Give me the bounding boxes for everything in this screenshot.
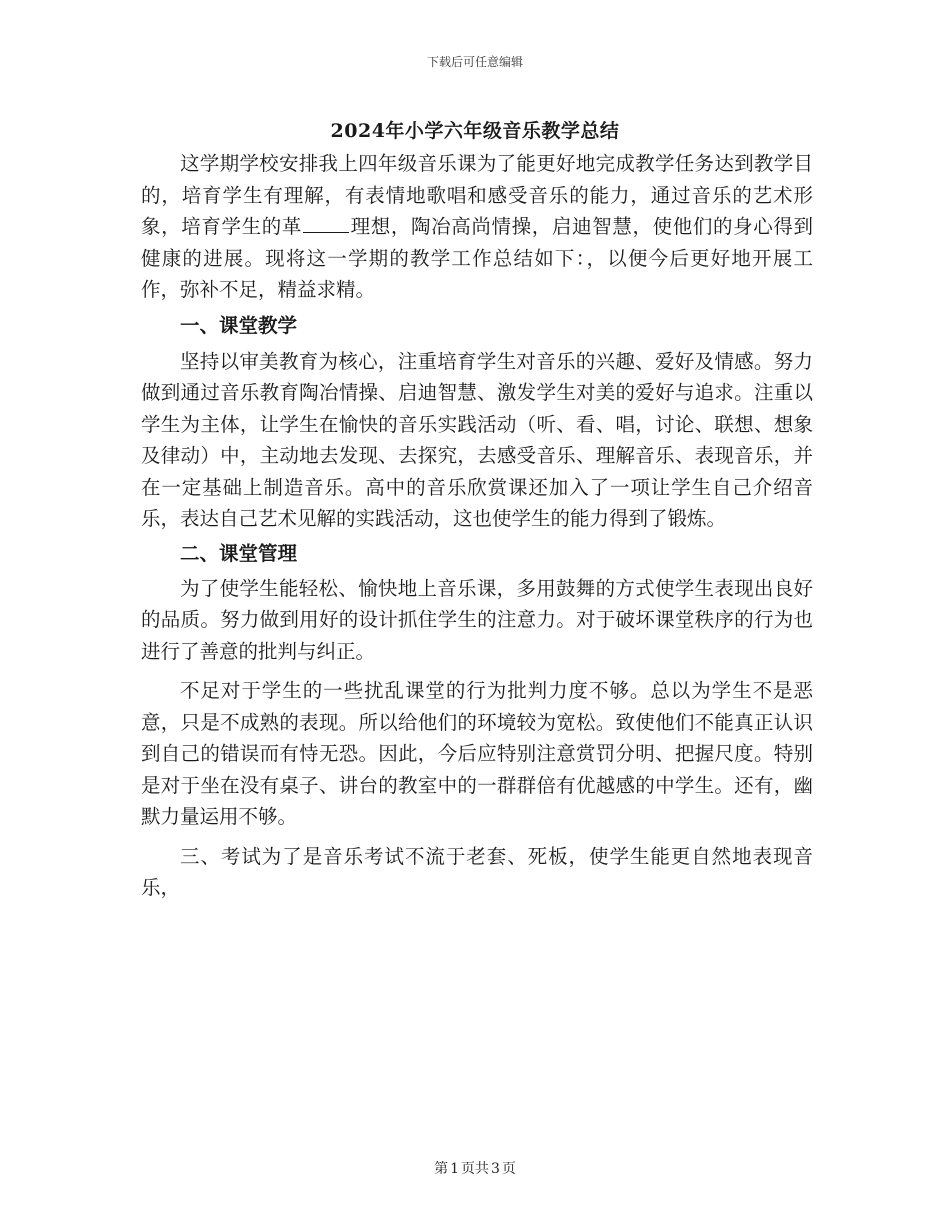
page-footer bbox=[0, 1158, 950, 1178]
section2-paragraph-2: 不足对于学生的一些扰乱课堂的行为批判力度不够。总以为学生不是恶意，只是不成熟的表现。所以给他们的环境较为宽松。致使他们不能真正认识到自己的错误而有恃无恐。因此，今后应特别注意赏罚分明、把握尺度。特别是对于坐在没有桌子、讲台的教室中的一群群倍有优越感的中学生。还有，幽默力量运用不够。 bbox=[141, 679, 813, 828]
section-heading-classroom-teaching: 一、课堂教学 bbox=[180, 313, 298, 337]
intro-text-part1: 这学期学校安排我上四年级音乐课为了能更好地完成教学任务达到教学目的，培育学生有理解，有表情地歌唱和感受音乐的能力，通过音乐的艺术形象，培育学生的革 bbox=[141, 152, 813, 238]
document-title: 2024年小学六年级音乐教学总结 bbox=[330, 120, 620, 142]
blank-underline bbox=[303, 231, 349, 233]
section1-paragraph: 坚持以审美教育为核心，注重培育学生对音乐的兴趣、爱好及情感。努力做到通过音乐教育陶冶情操、启迪智慧、激发学生对美的爱好与追求。注重以学生为主体，让学生在愉快的音乐实践活动（听、看、唱，讨论、联想、想象及律动）中，主动地去发现、去探究，去感受音乐、理解音乐、表现音乐，并在一定基础上制造音乐。高中的音乐欣赏课还加入了一项让学生自己介绍音乐，表达自己艺术见解的实践活动，这也使学生的能力得到了锻炼。 bbox=[141, 349, 813, 530]
section-heading-classroom-management: 二、课堂管理 bbox=[180, 541, 298, 565]
section2-paragraph-1: 为了使学生能轻松、愉快地上音乐课，多用鼓舞的方式使学生表现出良好的品质。努力做到用好的设计抓住学生的注意力。对于破坏课堂秩序的行为也进行了善意的批判与纠正。 bbox=[141, 576, 813, 663]
header-note: 下载后可任意编辑 bbox=[426, 55, 523, 69]
document-body bbox=[141, 148, 813, 904]
footer-prefix: 第 bbox=[434, 1161, 449, 1177]
footer-current-page: 1 bbox=[450, 1161, 459, 1177]
intro-text-part2: 理想，陶冶高尚情操，启迪智慧，使他们的身心得到健康的进展。现将这一学期的教学工作总结如下：，以便今后更好地开展工作，弥补不足，精益求精。 bbox=[141, 215, 813, 301]
footer-total-pages: 3 bbox=[491, 1161, 500, 1177]
section3-paragraph: 三、考试为了是音乐考试不流于老套、死板，使学生能更自然地表现音乐， bbox=[141, 844, 813, 899]
intro-paragraph bbox=[141, 148, 813, 306]
footer-middle: 页共 bbox=[461, 1161, 489, 1177]
footer-suffix: 页 bbox=[501, 1161, 516, 1177]
